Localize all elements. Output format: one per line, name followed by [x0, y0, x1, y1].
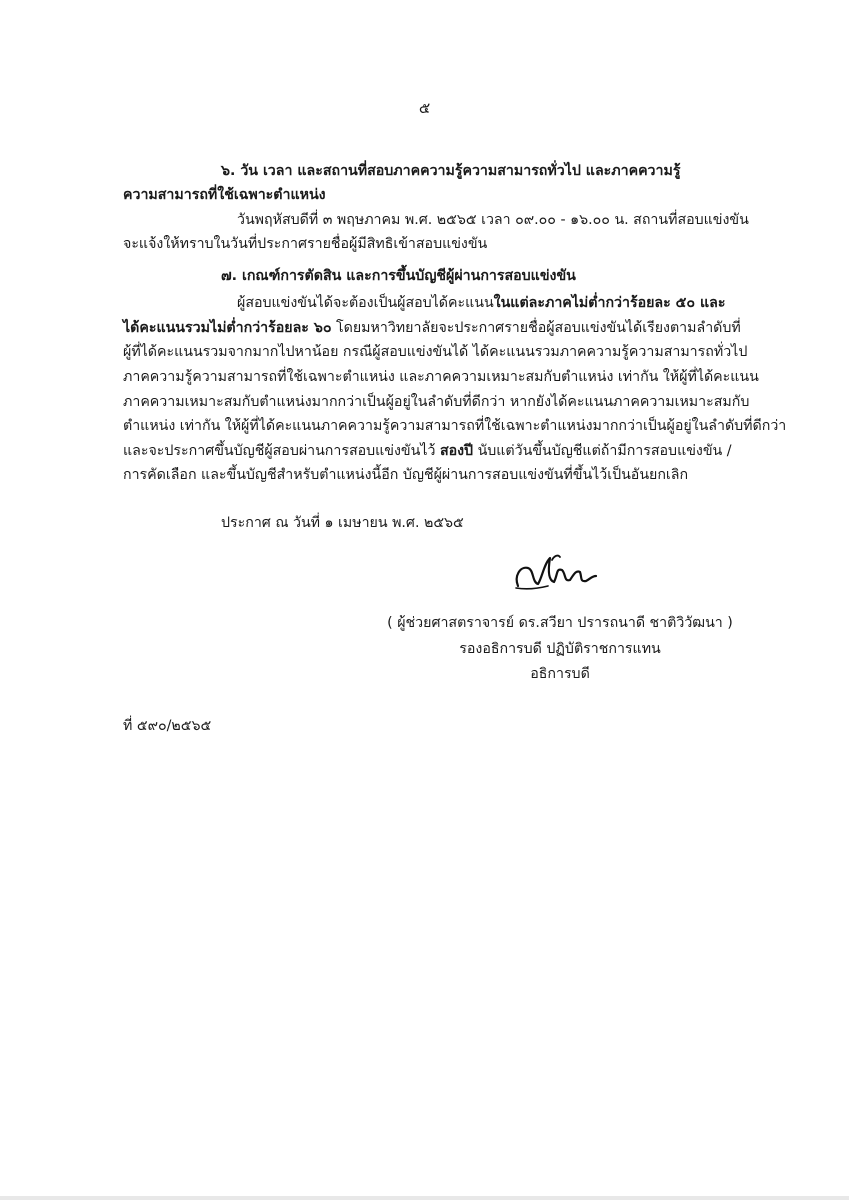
- section7-line1-bold: ในแต่ละภาคไม่ต่ำกว่าร้อยละ ๕๐ และ: [493, 295, 726, 311]
- section7-heading: ๗. เกณฑ์การตัดสิน และการขึ้นบัญชีผู้ผ่านการสอบแข่งขัน: [221, 268, 576, 284]
- section6-body-line1: วันพฤหัสบดีที่ ๓ พฤษภาคม พ.ศ. ๒๕๖๕ เวลา ๐๙.๐๐ - ๑๖.๐๐ น. สถานที่สอบแข่งขัน: [237, 212, 749, 228]
- section7-line7-plain-b: นับแต่วันขึ้นบัญชีแต่ถ้ามีการสอบแข่งขัน /: [473, 443, 732, 459]
- section7-line4: ภาคความรู้ความสามารถที่ใช้เฉพาะตำแหน่ง และภาคความเหมาะสมกับตำแหน่ง เท่ากัน ให้ผู้ที่ได้คะแนน: [123, 369, 759, 385]
- section7-line7: [123, 441, 732, 461]
- section7-line7-bold: สองปี: [439, 443, 474, 459]
- section7-line2-bold: ได้คะแนนรวมไม่ต่ำกว่าร้อยละ ๖๐: [123, 320, 332, 336]
- announcement-date: ประกาศ ณ วันที่ ๑ เมษายน พ.ศ. ๒๕๖๕: [221, 515, 464, 531]
- document-number: ที่ ๕๙๐/๒๕๖๕: [123, 718, 212, 734]
- signatory-name: ( ผู้ช่วยศาสตราจารย์ ดร.สวียา ปรารถนาดี ชาติวิวัฒนา ): [387, 615, 733, 631]
- handwritten-signature: [508, 548, 598, 598]
- signatory-position2: อธิการบดี: [530, 666, 590, 682]
- section7-line5: ภาคความเหมาะสมกับตำแหน่งมากกว่าเป็นผู้อยู่ในลำดับที่ดีกว่า หากยังได้คะแนนภาคความเหมาะสมกับ: [123, 394, 750, 410]
- scan-edge: [0, 1196, 849, 1200]
- section6-heading-line1: ๖. วัน เวลา และสถานที่สอบภาคความรู้ความสามารถทั่วไป และภาคความรู้: [221, 163, 681, 179]
- section7-line3: ผู้ที่ได้คะแนนรวมจากมากไปหาน้อย กรณีผู้สอบแข่งขันได้ ได้คะแนนรวมภาคความรู้ความสามารถทั่วไป: [123, 344, 748, 360]
- section7-line1: [237, 293, 725, 313]
- section6-heading-line2: ความสามารถที่ใช้เฉพาะตำแหน่ง: [123, 187, 326, 203]
- section7-line2-plain: โดยมหาวิทยาลัยจะประกาศรายชื่อผู้สอบแข่งขันได้เรียงตามลำดับที่: [331, 320, 741, 336]
- section6-body-line2: จะแจ้งให้ทราบในวันที่ประกาศรายชื่อผู้มีสิทธิเข้าสอบแข่งขัน: [123, 236, 488, 252]
- section7-line2: [123, 318, 741, 338]
- section7-line8: การคัดเลือก และขึ้นบัญชีสำหรับตำแหน่งนี้อีก บัญชีผู้ผ่านการสอบแข่งขันที่ขึ้นไว้เป็นอันยกเลิก: [123, 467, 689, 483]
- section7-line1-plain: ผู้สอบแข่งขันได้จะต้องเป็นผู้สอบได้คะแนน: [237, 295, 494, 311]
- signatory-position1: รองอธิการบดี ปฏิบัติราชการแทน: [459, 641, 661, 657]
- section7-line7-plain-a: และจะประกาศขึ้นบัญชีผู้สอบผ่านการสอบแข่งขันไว้: [123, 443, 440, 459]
- page-number: ๕: [418, 99, 431, 117]
- section7-line6: ตำแหน่ง เท่ากัน ให้ผู้ที่ได้คะแนนภาคความรู้ความสามารถที่ใช้เฉพาะตำแหน่งมากกว่าเป็นผู้อยู่ในลำดับที่ดีกว่า: [123, 418, 787, 434]
